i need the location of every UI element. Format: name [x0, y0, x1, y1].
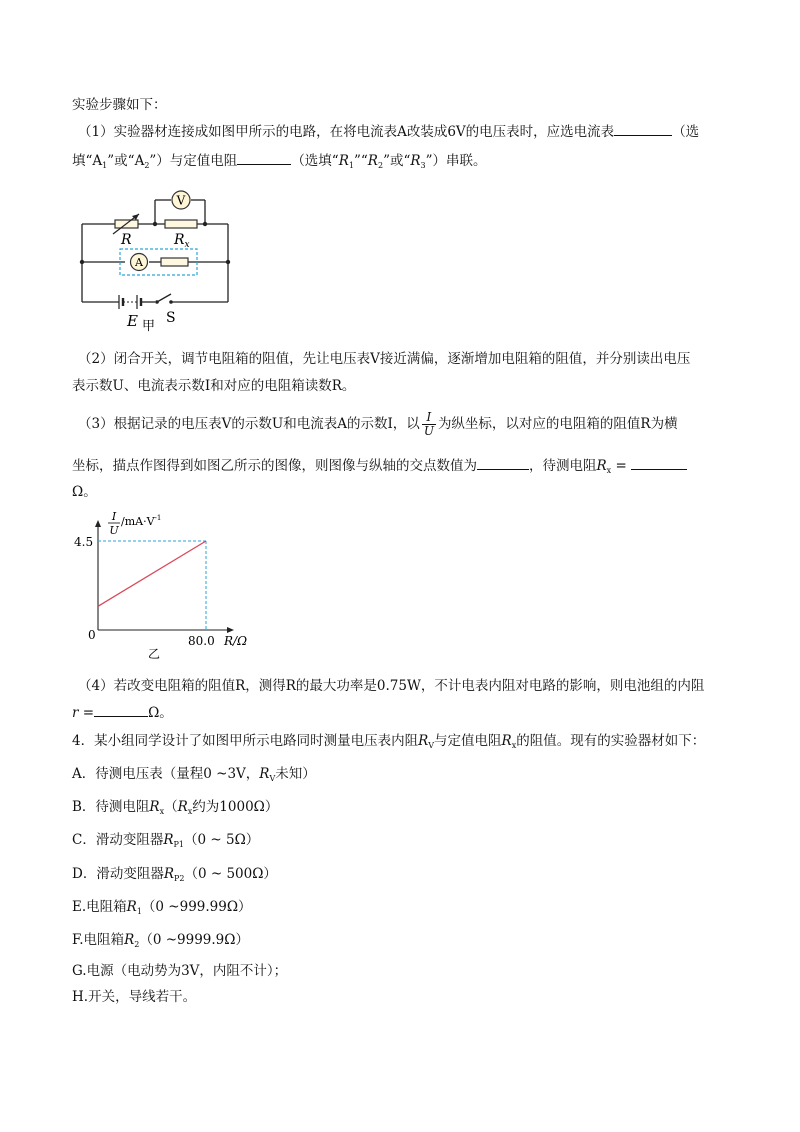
svg-text:I: I — [111, 510, 117, 523]
q2-line2: 表示数U、电流表示数I和对应的电阻箱读数R。 — [72, 378, 356, 394]
x-tick-label: 80.0 — [188, 634, 215, 648]
answer-blank[interactable] — [94, 702, 148, 717]
series-line — [98, 541, 206, 606]
origin-label: 0 — [88, 628, 96, 642]
q3-line2: 坐标，描点作图得到如图乙所示的图像，则图像与纵轴的交点数值为 ，待测电阻$R_x$ = — [72, 455, 687, 481]
svg-text:A: A — [135, 256, 143, 269]
problem4-intro: 4．某小组同学设计了如图甲所示电路同时测量电压表内阻$R_V$与定值电阻$R_x$的阻值。现有的实验器材如下： — [72, 733, 706, 750]
item-c: C．滑动变阻器$R_{P1}(0$ ~ 5Ω） — [72, 832, 260, 849]
svg-text:/mA·V-1: $/mA\cdot V^{-1}$ — [121, 514, 162, 528]
fixed-resistor — [161, 258, 188, 266]
svg-text:S: S — [166, 310, 176, 326]
graph-caption: 乙 — [148, 647, 161, 661]
item-b: B．待测电阻$R_x(R_x$约为1000Ω） — [72, 799, 279, 816]
answer-blank[interactable] — [237, 150, 291, 165]
item-g: G.电源（电动势为3V，内阻不计）； — [72, 963, 288, 979]
q4-line1: （4）若改变电阻箱的阻值R，测得R的最大功率是0.75W，不计电表内阻对电路的影响，则电池组的内阻 — [78, 678, 705, 694]
resistor-rx — [165, 220, 197, 228]
svg-text:Rx: $R_x$ — [174, 232, 190, 250]
battery-icon — [119, 295, 141, 309]
answer-blank[interactable] — [614, 121, 672, 136]
svg-text:R: R — [121, 232, 132, 248]
svg-text:甲: 甲 — [142, 319, 156, 332]
switch-icon — [155, 294, 173, 304]
fraction-i-over-u: $\frac{I}{U}$ — [423, 410, 434, 438]
circuit-diagram — [75, 182, 235, 332]
item-a: A．待测电压表（量程0 ~3V，$R_V$未知） — [72, 766, 316, 783]
item-d: D．滑动变阻器$R_{P2}(0$ ~ 500Ω） — [72, 866, 277, 883]
svg-text:E: E — [127, 312, 138, 330]
q1-line2: 填“$A_1$”或“$A_2$”）与定值电阻 （选填“$R_1”“R_2$”或“$R_3$”）串联。 — [72, 150, 487, 176]
steps-title: 实验步骤如下： — [72, 97, 167, 113]
svg-text:U: U — [109, 524, 119, 537]
item-e: E.电阻箱$R_1(0$ ~999.99Ω） — [72, 899, 252, 916]
x-axis-label: R/Ω — [224, 634, 248, 648]
item-f: F.电阻箱$R_2(0$ ~9999.9Ω） — [72, 932, 249, 949]
svg-text:V: V — [176, 193, 186, 208]
q2-line1: （2）闭合开关，调节电阻箱的阻值，先让电压表V接近满偏，逐渐增加电阻箱的阻值，并分别读出电压 — [78, 351, 691, 367]
answer-blank[interactable] — [631, 455, 687, 470]
q3-line3: Ω。 — [72, 484, 97, 500]
q1-line1: （1）实验器材连接成如图甲所示的电路，在将电流表A改装成6V的电压表时，应选电流表 （选 — [78, 121, 699, 142]
graph-yi — [70, 508, 280, 663]
item-h: H.开关，导线若干。 — [72, 989, 197, 1005]
q3-line1: （3）根据记录的电压表V的示数U和电流表A的示数I，以 $\frac{I}{U}$ 为纵坐标，以对应的电阻箱的阻值R为横 — [78, 410, 678, 438]
q4-line2: r = Ω。 — [72, 702, 173, 723]
y-axis-label — [108, 510, 161, 537]
y-tick-label: 4.5 — [74, 535, 94, 549]
answer-blank[interactable] — [477, 455, 529, 470]
